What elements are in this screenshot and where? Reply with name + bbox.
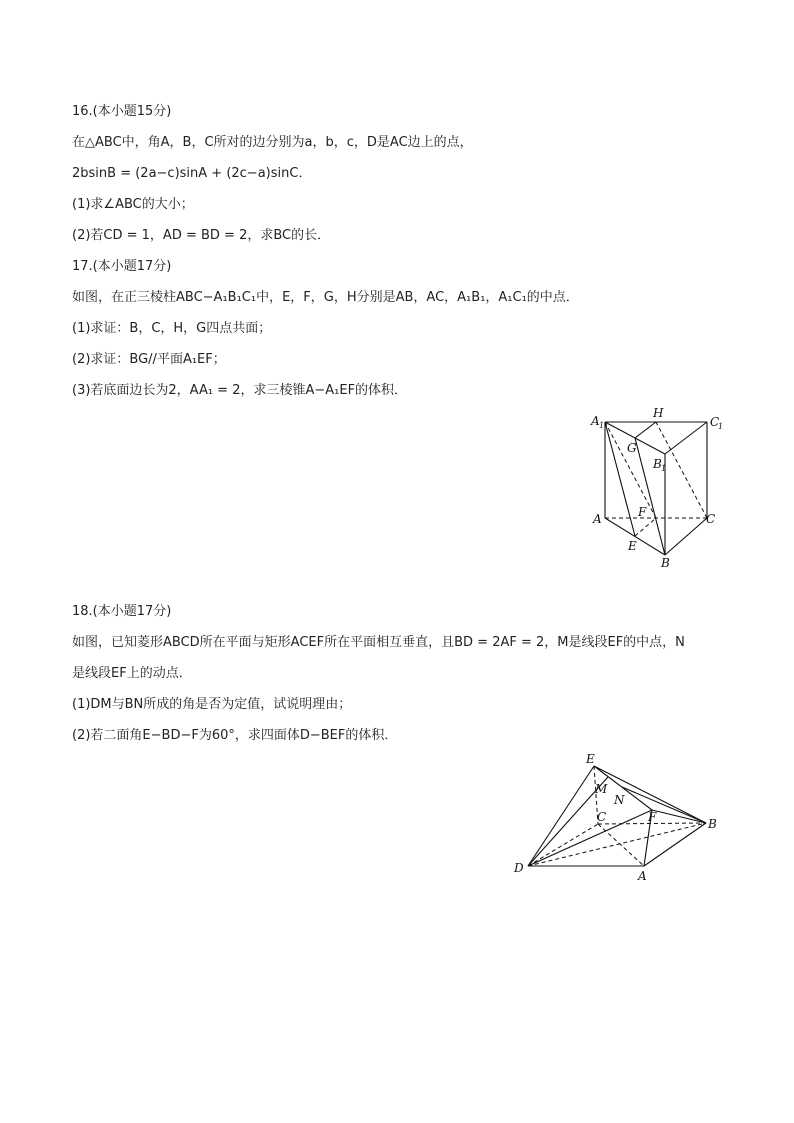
problem-16-part-1: (1)求∠ABC的大小； [72,197,194,212]
edge-d-c [528,824,598,866]
problem-17-part-3: (3)若底面边长为2，AA₁ = 2，求三棱锥A−A₁EF的体积． [72,383,408,398]
label-c1: C [710,415,720,429]
label-f: F [638,505,647,519]
label-g: G [627,441,637,455]
problem-17-header: 17.(本小题17分) [72,259,172,274]
problem-17-statement: 如图，在正三棱柱ABC−A₁B₁C₁中，E，F，G，H分别是AB，AC，A₁B₁，A₁C₁的中点． [72,290,579,305]
label-e: E [586,752,595,766]
segment-a1-e [605,422,635,536]
problem-17-part-2: (2)求证：BG//平面A₁EF； [72,352,226,367]
segment-g-h [635,422,656,438]
edge-b-c [665,518,707,555]
problem-16-part-2: (2)若CD = 1，AD = BD = 2，求BC的长． [72,228,331,243]
problem-16-header: 16.(本小题15分) [72,104,172,119]
label-b1-sub: 1 [661,464,667,473]
label-c: C [706,512,716,526]
edge-b1-c1 [665,422,707,454]
segment-e-f [635,518,656,536]
label-c: C [597,810,607,824]
problem-18-part-1: (1)DM与BN所成的角是否为定值，试说明理由； [72,697,352,712]
problem-18-statement: 如图，已知菱形ABCD所在平面与矩形ACEF所在平面相互垂直，且BD = 2AF = 2，M是线段EF的中点，N [72,635,685,650]
label-b: B [661,556,670,570]
label-a1-sub: 1 [599,421,605,430]
problem-16-statement: 在△ABC中，角A，B，C所对的边分别为a，b，c，D是AC边上的点， [72,135,473,150]
label-a: A [638,869,647,883]
rhombus-rectangle-figure [510,750,730,885]
problem-18-part-2: (2)若二面角E−BD−F为60°，求四面体D−BEF的体积． [72,728,398,743]
problem-18-statement-cont: 是线段EF上的动点． [72,666,192,681]
label-f: F [648,810,657,824]
label-a1: A [591,414,600,428]
segment-b-g [635,438,665,555]
problem-18-header: 18.(本小题17分) [72,604,172,619]
label-c1-sub: 1 [718,422,724,431]
edge-a-b [644,823,706,866]
label-b1: B [653,457,662,471]
label-e: E [628,539,637,553]
label-h: H [653,406,664,420]
label-n: N [614,793,625,807]
label-d: D [514,861,524,875]
prism-figure [585,400,735,580]
problem-16-equation: 2bsinB = (2a−c)sinA + (2c−a)sinC． [72,166,312,181]
segment-a1-f [605,422,656,518]
diagonal-d-b [528,823,706,866]
problem-17-part-1: (1)求证：B，C，H，G四点共面； [72,321,272,336]
label-m: M [595,782,608,796]
label-b: B [708,817,717,831]
edge-c-a [598,824,644,866]
label-a: A [593,512,602,526]
